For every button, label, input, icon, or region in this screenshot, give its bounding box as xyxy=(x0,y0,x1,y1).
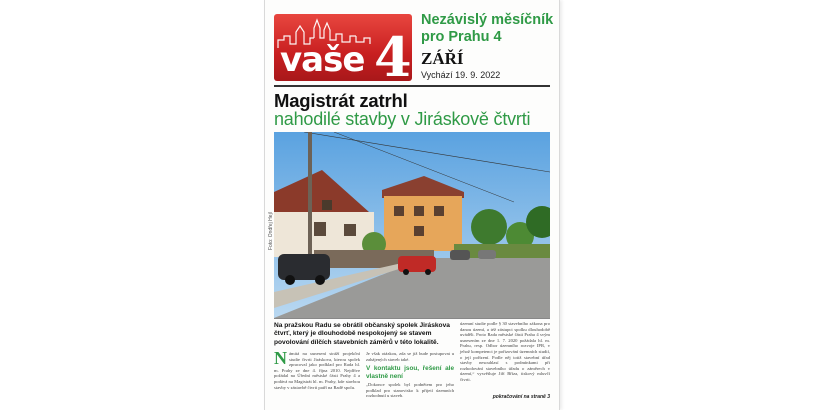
article-column-1 xyxy=(274,348,360,390)
column-1-text: ámitá na usnesení stráží projekční studie čtvrti Jiráskova, kterou spolek zpracoval jako podklad pro Rada hl. m. Prahy ze dne 4. října 2010. Nejdříve požádal na Úřední městské části Prahy 4 a podává na Magistrát hl. m. Prahy, kde stavbou stavby v zástavbě čtvrti patří na Radě spolu. xyxy=(274,351,360,390)
masthead-logo[interactable] xyxy=(274,14,412,81)
column-2-text-b: „Dokonce spolek byl podnětem pro jeho podklad pro stanovisko k přijetí územních rozhodnutí u staveb. xyxy=(366,382,454,399)
logo-word: vaše xyxy=(280,40,365,80)
article-subhead: V kontaktu jsou, řešení ale vlastně není xyxy=(366,365,454,380)
issue-month: ZÁŘÍ xyxy=(421,49,464,68)
masthead-tagline: Nezávislý měsíčník pro Prahu 4 xyxy=(421,12,554,45)
column-3-text: územní studie podle § 30 stavebního zákona pro danou území, a též zástupci spolku dlouhodobě uváděli. Proto Rada městské části Praha 4 svým usnesením ze dne 1. 7. 2020 požádala hl. m. Prahu, resp. Odbor územního rozvoje IPR, v jehož kompetenci je pořizování územních studií, o její pořízení. Podle něj totiž stavební úřad stavby nesouhlasí s podmínkami při rozhodování stavebního úřadu o záměrech v území,“ vysvětluje Jiří Bříza, tiskový mluvčí čtvrti. xyxy=(460,321,550,382)
article-column-3 xyxy=(460,321,550,383)
photo-divider xyxy=(274,318,550,319)
article-column-2 xyxy=(366,351,454,399)
drop-cap: N xyxy=(274,348,287,368)
issue-date: Vychází 19. 9. 2022 xyxy=(421,70,501,80)
street-scene-image xyxy=(274,132,550,318)
article-subheadline[interactable]: nahodilé stavby v Jiráskově čtvrti xyxy=(274,109,531,129)
article-photo[interactable] xyxy=(274,132,550,318)
logo-number: 4 xyxy=(374,25,412,81)
article-headline[interactable]: Magistrát zatrhl xyxy=(274,90,408,111)
photo-credit: Foto: Ondřej Hejl xyxy=(268,212,274,250)
column-2-text: Je však otázkou, zda se již bude postupovat u zahájených staveb také. xyxy=(366,351,454,362)
article-lead: Na pražskou Radu se obrátil občanský spolek Jiráskova čtvrť, který je dlouhodobě nespokojený se stavem povolování dílčích stavebních záměrů v této lokalitě. xyxy=(274,322,450,346)
continued-link[interactable]: pokračování na straně 3 xyxy=(492,394,550,400)
header-divider xyxy=(274,85,550,87)
newspaper-page xyxy=(264,0,560,410)
